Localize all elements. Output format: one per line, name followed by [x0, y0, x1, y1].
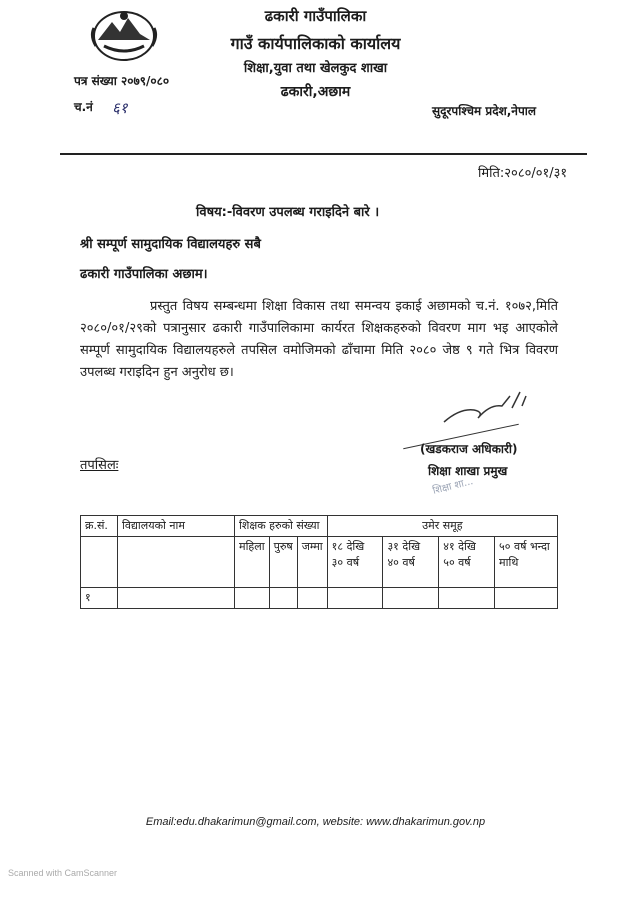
office-subtitle: गाउँ कार्यपालिकाको कार्यालय: [230, 34, 401, 53]
office-location: ढकारी,अछाम: [280, 84, 351, 100]
recipient-line1: श्री सम्पूर्ण सामुदायिक विद्यालयहरु सबै: [80, 237, 261, 252]
header-divider: [60, 153, 587, 155]
office-name: ढकारी गाउँपालिका: [264, 7, 367, 25]
table-cell: [327, 588, 383, 609]
subheader-age-31-40: ३१ देखि ४० वर्ष: [383, 537, 439, 588]
tapasil-label: तपसिलः: [80, 458, 119, 473]
table-row: [81, 588, 558, 609]
table-cell: [269, 588, 297, 609]
subheader-empty: [81, 537, 118, 588]
header-sn: क्र.सं.: [81, 516, 118, 537]
table-cell: [118, 588, 235, 609]
table-cell: [439, 588, 495, 609]
subheader-age-41-50: ४१ देखि ५० वर्ष: [439, 537, 495, 588]
table-cell: [235, 588, 270, 609]
dispatch-number: ६१: [112, 99, 128, 117]
letter-subject: विषय:-विवरण उपलब्ध गराइदिने बारे ।: [196, 205, 380, 220]
header-school-name: विद्यालयको नाम: [118, 516, 235, 537]
province-label: सुदूरपश्चिम प्रदेश,नेपाल: [432, 104, 537, 118]
subheader-age-50-plus: ५० वर्ष भन्दा माथि: [495, 537, 558, 588]
dispatch-label: च.नं: [74, 100, 93, 114]
table-subheader-row: [81, 537, 558, 588]
signature-icon: [440, 388, 530, 428]
table-header-row: [81, 516, 558, 537]
subheader-male: पुरुष: [269, 537, 297, 588]
signatory-title: शिक्षा शाखा प्रमुख: [428, 464, 508, 478]
scanner-watermark: Scanned with CamScanner: [8, 868, 118, 878]
subheader-female: महिला: [235, 537, 270, 588]
subheader-total: जम्मा: [297, 537, 327, 588]
letter-body: [80, 296, 558, 384]
reference-number: पत्र संख्या २०७९/०८०: [74, 74, 170, 88]
teacher-details-table: [80, 515, 558, 609]
subheader-empty: [118, 537, 235, 588]
footer-contact: Email:edu.dhakarimun@gmail.com, website: www.dhakarimun.gov.np: [145, 816, 486, 828]
table-cell: [383, 588, 439, 609]
row-sn: १: [81, 588, 118, 609]
table-cell: [495, 588, 558, 609]
signatory-name: (खडकराज अधिकारी): [420, 442, 518, 456]
header-teacher-count: शिक्षक हरुको संख्या: [235, 516, 328, 537]
office-stamp: शिक्षा शा...: [431, 476, 475, 497]
table-cell: [297, 588, 327, 609]
letter-date: मिति:२०८०/०१/३१: [478, 166, 568, 181]
recipient-line2: ढकारी गाउँपालिका अछाम।: [80, 267, 208, 282]
subheader-age-18-30: १८ देखि ३० वर्ष: [327, 537, 383, 588]
header-age-group: उमेर समूह: [327, 516, 557, 537]
letter-body-text: प्रस्तुत विषय सम्बन्धमा शिक्षा विकास तथा समन्वय इकाई अछामको च.नं. १०७२,मिति २०८०/०१/२९को पत्रानुसार ढकारी गाउँपालिकामा कार्यरत शिक्षकहरुको विवरण माग भइ आएकोले सम्पूर्ण सामुदायिक विद्यालयहरुले तपसिल वमोजिमको ढाँचामा मिति २०८० जेष्ठ ९ गते भित्र विवरण उपलब्ध गराइदिन हुन अनुरोध छ।: [80, 299, 558, 380]
section-name: शिक्षा,युवा तथा खेलकुद शाखा: [243, 61, 388, 76]
